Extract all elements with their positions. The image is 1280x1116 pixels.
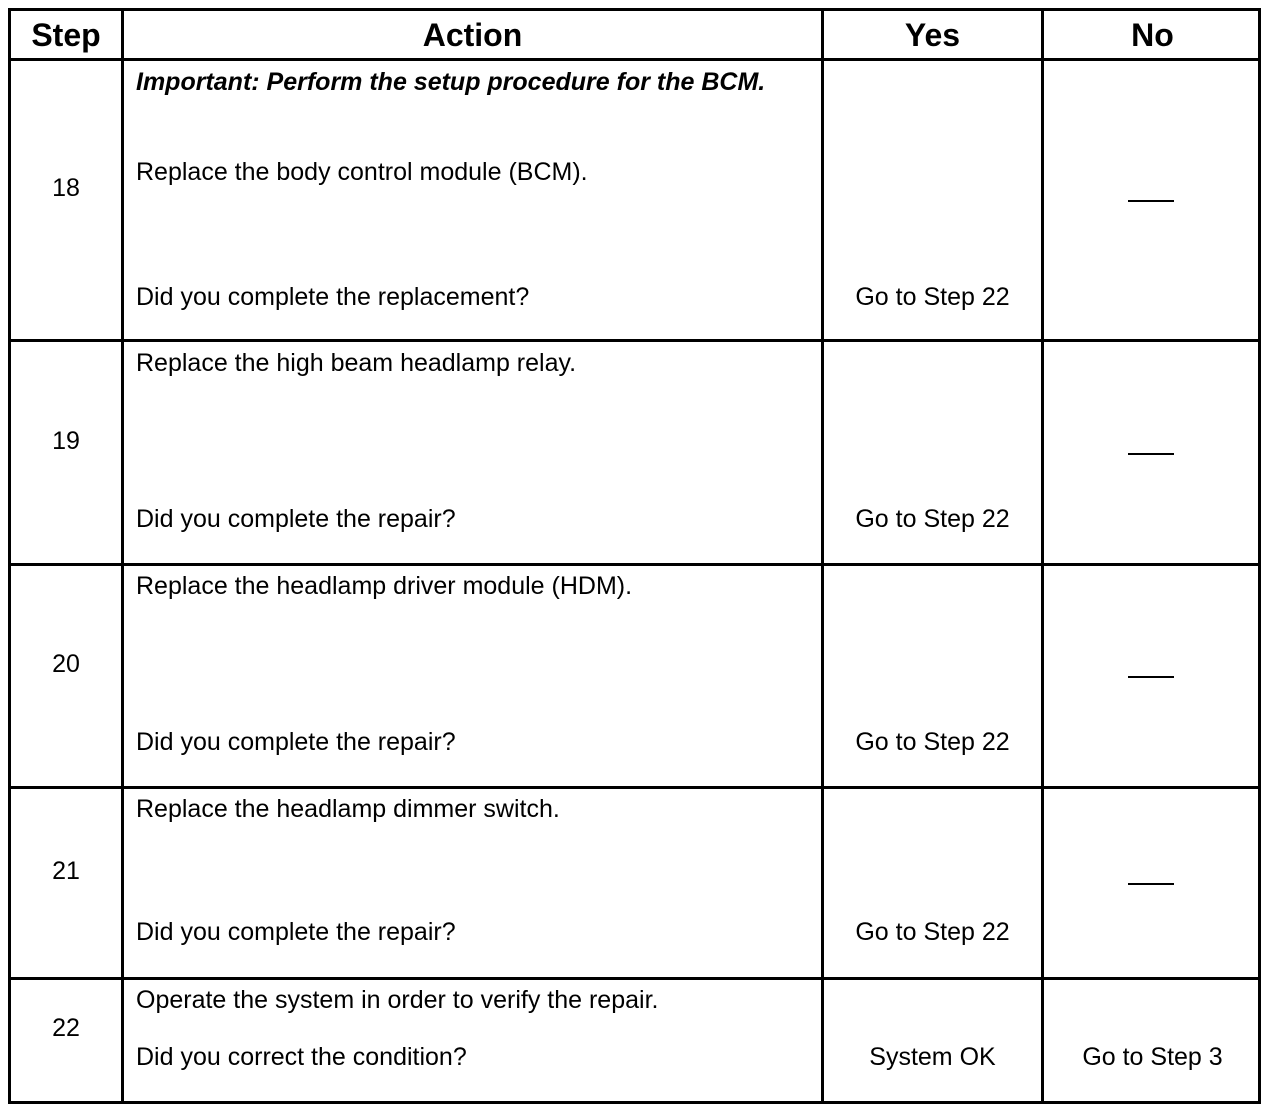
row-divider xyxy=(11,339,1258,342)
header-step: Step xyxy=(31,16,101,53)
yes-result: Go to Step 22 xyxy=(855,918,1010,946)
action-text: Replace the body control module (BCM). xyxy=(136,158,588,186)
action-text: Replace the headlamp dimmer switch. xyxy=(136,795,560,823)
diagnostic-table xyxy=(8,8,1261,1104)
question-text: Did you complete the replacement? xyxy=(136,283,530,311)
no-result-dash xyxy=(1128,676,1174,678)
step-number: 22 xyxy=(52,1014,80,1042)
no-result-dash xyxy=(1128,453,1174,455)
step-number: 18 xyxy=(52,174,80,202)
no-result-dash xyxy=(1128,200,1174,202)
header-no: No xyxy=(1131,16,1174,53)
action-text: Operate the system in order to verify the repair. xyxy=(136,986,659,1014)
step-number: 21 xyxy=(52,857,80,885)
yes-result: System OK xyxy=(869,1043,996,1071)
yes-result: Go to Step 22 xyxy=(855,283,1010,311)
row-divider xyxy=(11,977,1258,980)
row-divider xyxy=(11,563,1258,566)
question-text: Did you complete the repair? xyxy=(136,505,456,533)
action-text: Replace the high beam headlamp relay. xyxy=(136,349,577,377)
question-text: Did you complete the repair? xyxy=(136,728,456,756)
row-divider xyxy=(11,786,1258,789)
question-text: Did you complete the repair? xyxy=(136,918,456,946)
column-divider xyxy=(1041,11,1044,1101)
question-text: Did you correct the condition? xyxy=(136,1043,467,1071)
important-note: Important: Perform the setup procedure for the BCM. xyxy=(136,68,766,96)
header-action: Action xyxy=(422,16,523,53)
yes-result: Go to Step 22 xyxy=(855,728,1010,756)
column-divider xyxy=(121,11,124,1101)
step-number: 20 xyxy=(52,650,80,678)
no-result-dash xyxy=(1128,883,1174,885)
no-result: Go to Step 3 xyxy=(1082,1043,1223,1071)
action-text: Replace the headlamp driver module (HDM). xyxy=(136,572,633,600)
yes-result: Go to Step 22 xyxy=(855,505,1010,533)
header-yes: Yes xyxy=(904,16,961,53)
step-number: 19 xyxy=(52,427,80,455)
